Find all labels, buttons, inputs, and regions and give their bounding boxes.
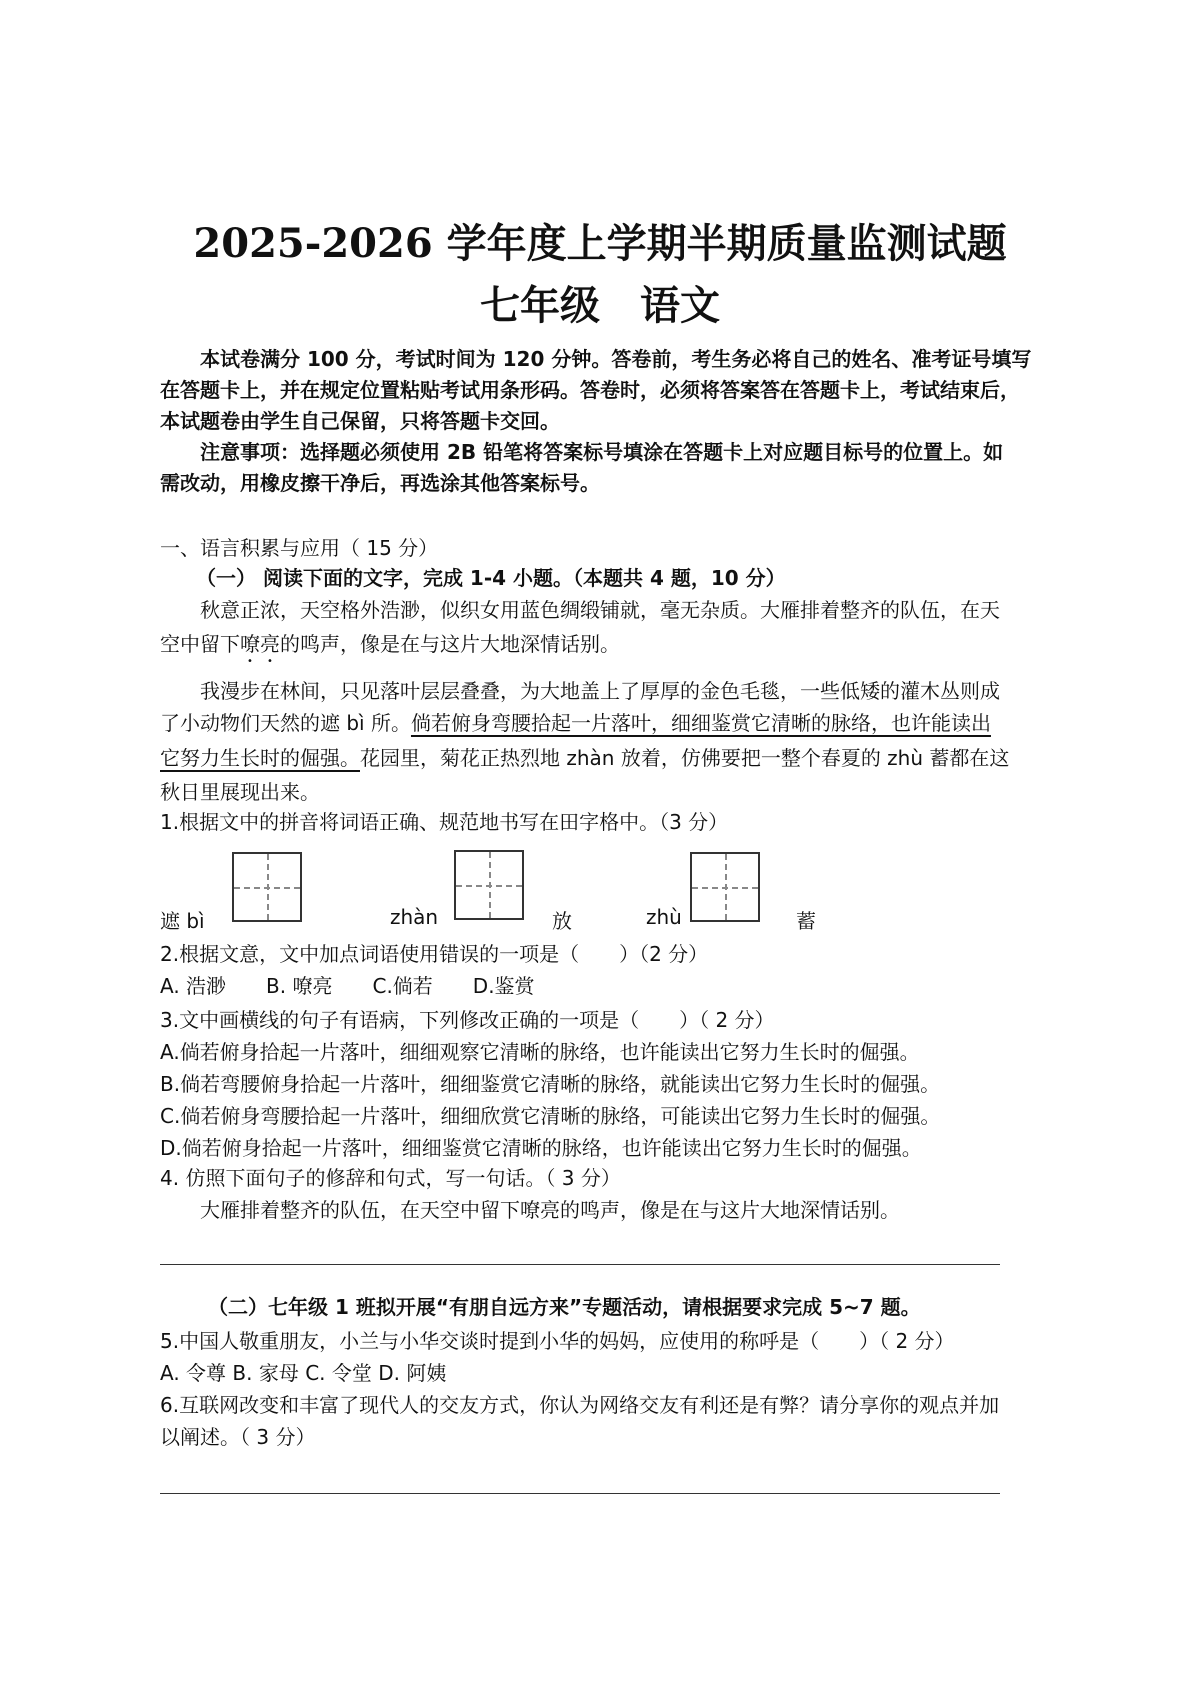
passage-text: 空中留下 (160, 632, 240, 656)
pinyin-label-1: 遮 bì (160, 909, 205, 933)
passage-p2-line1: 我漫步在林间，只见落叶层层叠叠，为大地盖上了厚厚的金色毛毯，一些低矮的灌木丛则成 (200, 679, 1000, 703)
underlined-sentence: 倘若俯身弯腰拾起一片落叶，细细鉴赏它清晰的脉络，也许能读出 (410, 711, 991, 735)
question-3: 3.文中画横线的句子有语病，下列修改正确的一项是（ ）（ 2 分） (160, 1008, 775, 1032)
question-3-option-a: A.倘若俯身拾起一片落叶，细细观察它清晰的脉络，也许能读出它努力生长时的倔强。 (160, 1040, 920, 1064)
exam-subtitle: 七年级 语文 (480, 282, 720, 329)
passage-p1-line2 (160, 628, 620, 667)
question-6-line2: 以阐述。（ 3 分） (160, 1425, 316, 1449)
answer-line-q4[interactable] (160, 1264, 1000, 1265)
note-line-1: 注意事项：选择题必须使用 2B 铅笔将答案标号填涂在答题卡上对应题目标号的位置上。如 (200, 440, 1004, 464)
part2-heading: （二）七年级 1 班拟开展“有朋自远方来”专题活动，请根据要求完成 5~7 题。 (208, 1295, 921, 1319)
question-5-options: A. 令尊 B. 家母 C. 令堂 D. 阿姨 (160, 1361, 447, 1385)
instruction-line-2: 在答题卡上，并在规定位置粘贴考试用条形码。答卷时，必须将答案答在答题卡上，考试结束后， (160, 378, 1020, 402)
part1-heading: （一） 阅读下面的文字，完成 1-4 小题。（本题共 4 题，10 分） (196, 566, 786, 590)
passage-text: 花园里，菊花正热烈地 zhàn 放着，仿佛要把一整个春夏的 zhù 蓄都在这 (360, 746, 1010, 770)
question-3-option-c: C.倘若俯身弯腰拾起一片落叶，细细欣赏它清晰的脉络，可能读出它努力生长时的倔强。 (160, 1104, 941, 1128)
passage-p2-line3 (160, 742, 1009, 771)
passage-p2-line2 (160, 707, 991, 736)
passage-text: 的鸣声，像是在与这片大地深情话别。 (280, 632, 620, 656)
question-3-option-b: B.倘若弯腰俯身拾起一片落叶，细细鉴赏它清晰的脉络，就能读出它努力生长时的倔强。 (160, 1072, 941, 1096)
question-2: 2.根据文意，文中加点词语使用错误的一项是（ ）（2 分） (160, 942, 709, 966)
question-3-option-d: D.倘若俯身拾起一片落叶，细细鉴赏它清晰的脉络，也许能读出它努力生长时的倔强。 (160, 1136, 922, 1160)
word-suffix-3: 蓄 (796, 909, 816, 933)
question-6-line1: 6.互联网改变和丰富了现代人的交友方式，你认为网络交友有利还是有弊？请分享你的观点并加 (160, 1393, 1000, 1417)
question-4-sample: 大雁排着整齐的队伍，在天空中留下嘹亮的鸣声，像是在与这片大地深情话别。 (200, 1198, 900, 1222)
section-heading: 一、语言积累与应用（ 15 分） (160, 536, 439, 560)
instruction-line-1: 本试卷满分 100 分，考试时间为 120 分钟。答卷前，考生务必将自己的姓名、准考证号填写 (200, 347, 1032, 371)
instruction-line-3: 本试题卷由学生自己保留，只将答题卡交回。 (160, 409, 560, 433)
writing-grid-2[interactable] (454, 850, 524, 920)
exam-title: 2025-2026 学年度上学期半期质量监测试题 (193, 220, 1007, 267)
writing-grid-1[interactable] (232, 852, 302, 922)
question-1: 1.根据文中的拼音将词语正确、规范地书写在田字格中。（3 分） (160, 810, 729, 834)
passage-p2-line4: 秋日里展现出来。 (160, 780, 320, 804)
pinyin-label-3: zhù (646, 905, 682, 929)
word-suffix-2: 放 (552, 909, 572, 933)
passage-text: 了小动物们天然的遮 bì 所。 (160, 711, 411, 735)
question-5: 5.中国人敬重朋友，小兰与小华交谈时提到小华的妈妈，应使用的称呼是（ ）（ 2 分） (160, 1329, 955, 1353)
note-line-2: 需改动，用橡皮擦干净后，再选涂其他答案标号。 (160, 471, 600, 495)
question-2-options: A. 浩渺 B. 嘹亮 C.倘若 D.鉴赏 (160, 974, 535, 998)
answer-line-q6[interactable] (160, 1493, 1000, 1494)
passage-p1-line1: 秋意正浓，天空格外浩渺，似织女用蓝色绸缎铺就，毫无杂质。大雁排着整齐的队伍，在天 (200, 598, 1000, 622)
dotted-word: 嘹亮 (240, 632, 280, 656)
writing-grid-3[interactable] (690, 852, 760, 922)
pinyin-label-2: zhàn (390, 905, 439, 929)
question-4: 4. 仿照下面句子的修辞和句式，写一句话。（ 3 分） (160, 1166, 621, 1190)
underlined-sentence: 它努力生长时的倔强。 (160, 746, 360, 770)
